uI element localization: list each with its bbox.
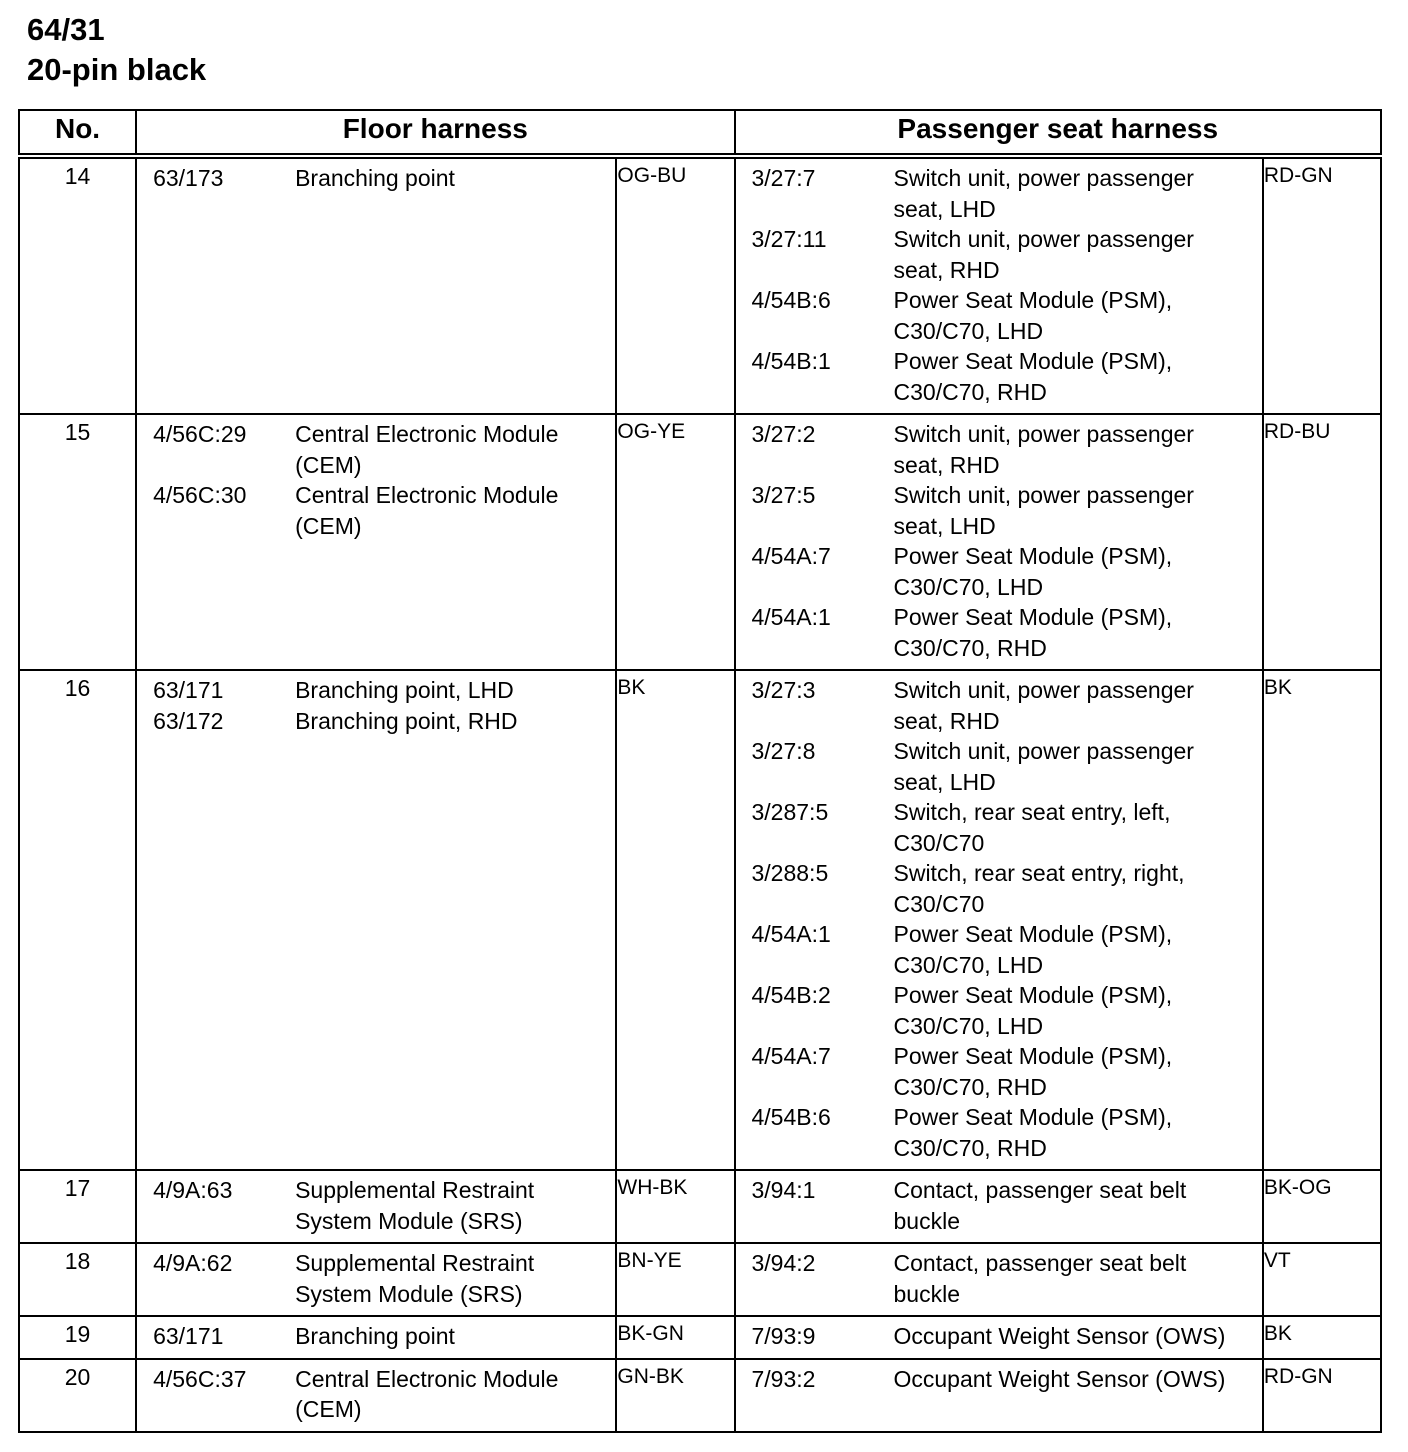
component-desc: Power Seat Module (PSM), C30/C70, LHD bbox=[893, 543, 1173, 600]
component-ref: 3/27:3 bbox=[751, 677, 816, 703]
component-ref: 4/54A:7 bbox=[751, 1043, 831, 1069]
table-row bbox=[19, 1170, 1381, 1243]
component-desc: Power Seat Module (PSM), C30/C70, RHD bbox=[893, 1043, 1173, 1100]
connector-id: 64/31 bbox=[27, 12, 105, 47]
component-ref: 3/27:2 bbox=[751, 421, 816, 447]
component-ref: 3/288:5 bbox=[751, 860, 829, 886]
component-ref: 4/56C:37 bbox=[153, 1365, 247, 1392]
component-ref: 63/172 bbox=[153, 707, 224, 734]
component-desc: Power Seat Module (PSM), C30/C70, RHD bbox=[893, 1104, 1173, 1161]
floor-entry bbox=[137, 419, 615, 480]
pin-number: 17 bbox=[64, 1175, 91, 1201]
table-body bbox=[19, 156, 1381, 1432]
floor-entry bbox=[137, 1364, 615, 1425]
pinout-table bbox=[18, 109, 1382, 1433]
pin-number: 15 bbox=[64, 419, 91, 445]
component-desc: Contact, passenger seat belt buckle bbox=[893, 1177, 1187, 1234]
component-desc: Power Seat Module (PSM), C30/C70, LHD bbox=[893, 287, 1173, 344]
component-ref: 3/27:8 bbox=[751, 738, 816, 764]
table-row bbox=[19, 1316, 1381, 1359]
wire-color: OG-YE bbox=[617, 420, 686, 443]
component-desc: Branching point, RHD bbox=[295, 707, 518, 734]
floor-entries bbox=[137, 1244, 615, 1315]
pin-number: 19 bbox=[64, 1321, 91, 1347]
table-row bbox=[19, 670, 1381, 1170]
passenger-entry bbox=[736, 419, 1262, 480]
component-desc: Central Electronic Module (CEM) bbox=[295, 421, 559, 478]
passenger-entry bbox=[736, 541, 1262, 602]
passenger-entry bbox=[736, 1102, 1262, 1163]
passenger-harness-cell bbox=[735, 1359, 1263, 1432]
passenger-entry bbox=[736, 480, 1262, 541]
passenger-entry bbox=[736, 736, 1262, 797]
floor-harness-cell bbox=[136, 1359, 616, 1432]
component-ref: 4/54B:6 bbox=[751, 1104, 831, 1130]
component-ref: 63/171 bbox=[153, 1323, 224, 1349]
floor-entries bbox=[137, 1171, 615, 1242]
component-desc: Supplemental Restraint System Module (SRS) bbox=[295, 1177, 535, 1234]
passenger-entry bbox=[736, 858, 1262, 919]
pin-number: 16 bbox=[64, 675, 91, 701]
wire-color: GN-BK bbox=[617, 1364, 684, 1388]
component-ref: 4/9A:62 bbox=[153, 1250, 233, 1276]
floor-entry bbox=[137, 480, 615, 541]
wire-color: RD-GN bbox=[1263, 164, 1333, 187]
component-desc: Branching point bbox=[295, 165, 455, 191]
component-ref: 63/171 bbox=[153, 677, 224, 703]
wire-color: RD-BU bbox=[1263, 420, 1331, 443]
passenger-entry bbox=[736, 797, 1262, 858]
component-desc: Contact, passenger seat belt buckle bbox=[893, 1250, 1187, 1307]
component-ref: 4/9A:63 bbox=[153, 1177, 233, 1203]
component-ref: 4/54B:6 bbox=[751, 287, 831, 313]
passenger-entry bbox=[736, 1248, 1262, 1309]
component-desc: Branching point bbox=[295, 1323, 455, 1349]
floor-wire-color-cell bbox=[616, 1359, 734, 1432]
pin-number-cell bbox=[19, 414, 136, 670]
pin-number-cell bbox=[19, 156, 136, 414]
floor-wire-color-cell bbox=[616, 1170, 734, 1243]
passenger-entries bbox=[736, 1171, 1262, 1242]
passenger-entry bbox=[736, 1175, 1262, 1236]
floor-wire-color-cell bbox=[616, 156, 734, 414]
component-ref: 3/27:7 bbox=[751, 165, 816, 191]
passenger-entries bbox=[736, 415, 1262, 669]
passenger-entry bbox=[736, 224, 1262, 285]
component-desc: Switch, rear seat entry, left, C30/C70 bbox=[893, 799, 1171, 856]
passenger-entries bbox=[736, 1360, 1262, 1401]
passenger-entry bbox=[736, 1041, 1262, 1102]
component-ref: 3/27:11 bbox=[751, 226, 827, 252]
component-ref: 7/93:2 bbox=[751, 1365, 816, 1392]
table-row bbox=[19, 156, 1381, 414]
wire-color: BK-OG bbox=[1263, 1176, 1332, 1199]
table-row bbox=[19, 1243, 1381, 1316]
pin-number: 14 bbox=[64, 163, 91, 189]
floor-entry bbox=[137, 163, 615, 194]
component-ref: 3/287:5 bbox=[751, 799, 829, 825]
component-ref: 4/54A:1 bbox=[751, 921, 831, 947]
component-ref: 7/93:9 bbox=[751, 1323, 816, 1349]
floor-entries bbox=[137, 1360, 615, 1431]
component-ref: 4/54B:1 bbox=[751, 348, 831, 374]
passenger-entries bbox=[736, 1244, 1262, 1315]
table-row bbox=[19, 414, 1381, 670]
floor-entries bbox=[137, 159, 615, 200]
component-desc: Switch unit, power passenger seat, LHD bbox=[893, 738, 1194, 795]
floor-wire-color-cell bbox=[616, 1243, 734, 1316]
component-ref: 4/56C:30 bbox=[153, 482, 247, 508]
pin-number-cell bbox=[19, 1359, 136, 1432]
pin-number: 20 bbox=[64, 1363, 91, 1390]
component-desc: Occupant Weight Sensor (OWS) bbox=[893, 1323, 1226, 1349]
header-row bbox=[19, 110, 1381, 156]
floor-harness-cell bbox=[136, 414, 616, 670]
passenger-entry bbox=[736, 163, 1262, 224]
floor-wire-color-cell bbox=[616, 414, 734, 670]
document-title bbox=[27, 10, 206, 90]
passenger-entry bbox=[736, 1321, 1262, 1352]
component-desc: Power Seat Module (PSM), C30/C70, LHD bbox=[893, 982, 1173, 1039]
passenger-entry bbox=[736, 602, 1262, 663]
component-desc: Power Seat Module (PSM), C30/C70, RHD bbox=[893, 348, 1173, 405]
wire-color: RD-GN bbox=[1263, 1364, 1333, 1388]
passenger-harness-cell bbox=[735, 1243, 1263, 1316]
passenger-entries bbox=[736, 159, 1262, 413]
passenger-entry bbox=[736, 919, 1262, 980]
component-desc: Switch unit, power passenger seat, RHD bbox=[893, 677, 1194, 734]
floor-harness-cell bbox=[136, 1316, 616, 1359]
wire-color: BK bbox=[1263, 676, 1292, 699]
floor-entries bbox=[137, 1317, 615, 1358]
passenger-entry bbox=[736, 675, 1262, 736]
passenger-harness-cell bbox=[735, 414, 1263, 670]
floor-wire-color-cell bbox=[616, 1316, 734, 1359]
wire-color: OG-BU bbox=[617, 164, 687, 187]
component-ref: 4/56C:29 bbox=[153, 421, 247, 447]
header-no: No. bbox=[19, 110, 136, 156]
passenger-entry bbox=[736, 285, 1262, 346]
component-desc: Branching point, LHD bbox=[295, 677, 514, 703]
floor-entry bbox=[137, 706, 615, 737]
component-desc: Switch unit, power passenger seat, RHD bbox=[893, 421, 1194, 478]
connector-type: 20-pin black bbox=[27, 52, 207, 87]
passenger-wire-color-cell bbox=[1263, 414, 1381, 670]
wire-color: BN-YE bbox=[617, 1249, 682, 1272]
passenger-harness-cell bbox=[735, 156, 1263, 414]
passenger-wire-color-cell bbox=[1263, 156, 1381, 414]
component-ref: 3/27:5 bbox=[751, 482, 816, 508]
passenger-wire-color-cell bbox=[1263, 1316, 1381, 1359]
component-ref: 4/54A:7 bbox=[751, 543, 831, 569]
pin-number-cell bbox=[19, 1316, 136, 1359]
passenger-harness-cell bbox=[735, 1316, 1263, 1359]
floor-harness-cell bbox=[136, 670, 616, 1170]
component-desc: Supplemental Restraint System Module (SRS) bbox=[295, 1250, 535, 1307]
pin-number: 18 bbox=[64, 1248, 91, 1274]
pin-number-cell bbox=[19, 1243, 136, 1316]
floor-wire-color-cell bbox=[616, 670, 734, 1170]
header-floor-harness: Floor harness bbox=[136, 110, 734, 156]
passenger-entry bbox=[736, 980, 1262, 1041]
passenger-entry bbox=[736, 346, 1262, 407]
component-desc: Switch unit, power passenger seat, LHD bbox=[893, 165, 1194, 222]
component-desc: Occupant Weight Sensor (OWS) bbox=[893, 1365, 1226, 1392]
passenger-entries bbox=[736, 671, 1262, 1169]
component-desc: Power Seat Module (PSM), C30/C70, RHD bbox=[893, 604, 1173, 661]
floor-entry bbox=[137, 1321, 615, 1352]
component-ref: 3/94:2 bbox=[751, 1250, 816, 1276]
component-ref: 4/54A:1 bbox=[751, 604, 831, 630]
component-desc: Switch unit, power passenger seat, RHD bbox=[893, 226, 1194, 283]
floor-harness-cell bbox=[136, 156, 616, 414]
wire-color: WH-BK bbox=[617, 1176, 688, 1199]
floor-entry bbox=[137, 1248, 615, 1309]
component-desc: Switch unit, power passenger seat, LHD bbox=[893, 482, 1194, 539]
passenger-wire-color-cell bbox=[1263, 1359, 1381, 1432]
component-ref: 3/94:1 bbox=[751, 1177, 816, 1203]
floor-entries bbox=[137, 671, 615, 742]
passenger-harness-cell bbox=[735, 670, 1263, 1170]
floor-entries bbox=[137, 415, 615, 547]
wire-color: BK bbox=[1263, 1322, 1292, 1345]
floor-entry bbox=[137, 1175, 615, 1236]
passenger-wire-color-cell bbox=[1263, 670, 1381, 1170]
table-row bbox=[19, 1359, 1381, 1432]
component-desc: Central Electronic Module (CEM) bbox=[295, 1365, 559, 1422]
component-desc: Central Electronic Module (CEM) bbox=[295, 482, 559, 539]
floor-harness-cell bbox=[136, 1170, 616, 1243]
wire-color: VT bbox=[1263, 1249, 1291, 1272]
passenger-wire-color-cell bbox=[1263, 1170, 1381, 1243]
component-ref: 63/173 bbox=[153, 165, 224, 191]
wire-color: BK bbox=[617, 676, 646, 699]
passenger-harness-cell bbox=[735, 1170, 1263, 1243]
component-desc: Power Seat Module (PSM), C30/C70, LHD bbox=[893, 921, 1173, 978]
header-passenger-seat-harness: Passenger seat harness bbox=[735, 110, 1382, 156]
passenger-wire-color-cell bbox=[1263, 1243, 1381, 1316]
floor-harness-cell bbox=[136, 1243, 616, 1316]
component-ref: 4/54B:2 bbox=[751, 982, 831, 1008]
passenger-entry bbox=[736, 1364, 1262, 1395]
passenger-entries bbox=[736, 1317, 1262, 1358]
wire-color: BK-GN bbox=[617, 1322, 684, 1345]
floor-entry bbox=[137, 675, 615, 706]
pin-number-cell bbox=[19, 1170, 136, 1243]
component-desc: Switch, rear seat entry, right, C30/C70 bbox=[893, 860, 1185, 917]
pin-number-cell bbox=[19, 670, 136, 1170]
